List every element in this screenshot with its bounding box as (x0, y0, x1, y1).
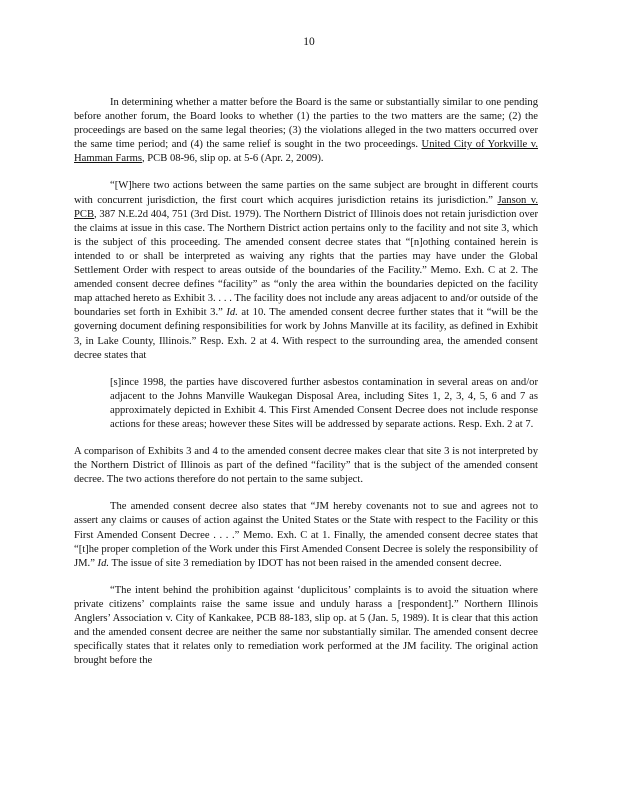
paragraph (74, 96, 538, 166)
paragraph (74, 179, 538, 362)
document-body (74, 96, 538, 681)
paragraph (74, 445, 538, 487)
text-run: at 10. The amended consent decree further states that it “will be the governing document defining responsibilities for work by Johns Manville at its facility, as defined in Exhibit 3, in Lake County, Illinois.” Resp. Exh. 2 at 4. With respect to the surrounding area, the amended consent decree states that (74, 307, 538, 361)
case-citation: Janson v. PCB (74, 194, 538, 220)
paragraph (74, 500, 538, 570)
block-quote (74, 376, 538, 432)
text-run: The amended consent decree also states that “JM hereby covenants not to sue and agrees not to assert any claims or causes of action against the United States or the State with respect to the Facility or this First Amended Consent Decree . . . .” Memo. Exh. C at 1. Finally, the amended consent decree states that “[t]he proper completion of the Work under this First Amended Consent Decree is solely the responsibility of JM.” (74, 501, 538, 569)
text-run: , PCB 08-96, slip op. at 5-6 (Apr. 2, 2009). (141, 153, 324, 165)
text-run: In determining whether a matter before the Board is the same or substantially similar to one pending before another forum, the Board looks to whether (1) the parties to the two matters are the same; (2) the proceedings are based on the same legal theories; (3) the violations alleged in the two matters occurred over the same time period; and (4) the same relief is sought in the two proceedings. (74, 97, 538, 151)
case-citation: United City of Yorkville v. Hamman Farms (74, 139, 539, 165)
page-number: 10 (303, 36, 315, 48)
paragraph (74, 584, 538, 669)
text-run: [s]ince 1998, the parties have discovered further asbestos contamination in several areas on and/or adjacent to the Johns Manville Waukegan Disposal Area, including Sites 1, 2, 3, 4, 5, 6 and 7 as approximately depicted in Exhibit 4. This First Amended Consent Decree does not include response actions for these areas; however these Sites will be addressed by separate actions. Resp. Exh. 2 at 7. (110, 376, 538, 430)
text-run: A comparison of Exhibits 3 and 4 to the amended consent decree makes clear that site 3 is not interpreted by the Northern District of Illinois as part of the defined “facility” that is the subject of the amended consent decree. The two actions therefore do not pertain to the same subject. (74, 446, 538, 486)
id-citation: Id. (226, 307, 238, 319)
text-run: , 387 N.E.2d 404, 751 (3rd Dist. 1979). The Northern District of Illinois does not retain jurisdiction over the claims at issue in this case. The Northern District action pertains only to the facility and not site 3, which is the subject of this proceeding. The amended consent decree states that “[n]othing contained herein is intended to or shall be interpreted as waiving any rights that the parties may have under the Global Settlement Order with respect to areas outside of the boundaries of the Facility.” Memo. Exh. C at 2. The amended consent decree defines “facility” as “only the area within the boundaries depicted on the facility map attached hereto as Exhibit 3. . . . The facility does not include any areas adjacent to and/or outside of the boundaries set forth in Exhibit 3.” (74, 208, 538, 319)
text-run: “The intent behind the prohibition against ‘duplicitous’ complaints is to avoid the situation where private citizens’ complaints raise the same issue and unduly harass a [respondent].” Northern Illinois Anglers’ Association v. City of Kankakee, PCB 88-183, slip op. at 5 (Jan. 5, 1989). It is clear that this action and the amended consent decree are neither the same nor substantially similar. The amended consent decree specifically states that it relates only to remediation work performed at the JM facility. The original action brought before the (74, 584, 538, 667)
text-run: The issue of site 3 remediation by IDOT has not been raised in the amended consent decree. (109, 557, 502, 569)
id-citation: Id. (97, 557, 110, 569)
text-run: “[W]here two actions between the same parties on the same subject are brought in different courts with concurrent jurisdiction, the first court which acquires jurisdiction retains its jurisdiction.” (74, 180, 538, 206)
